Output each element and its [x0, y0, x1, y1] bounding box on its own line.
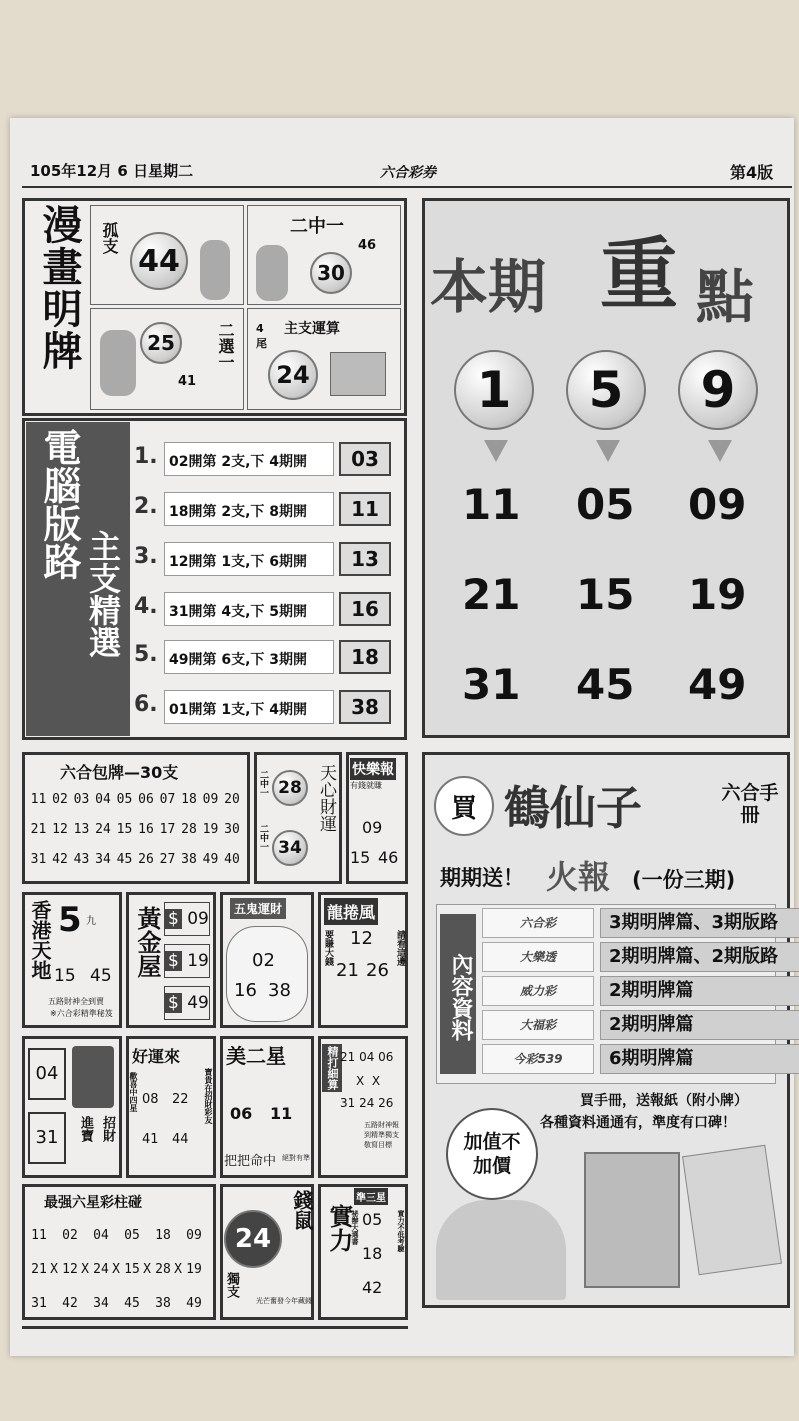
gu-zhi-label: 孤支: [100, 222, 119, 254]
focus-head-9: 9: [678, 350, 758, 430]
focus-head-5: 5: [566, 350, 646, 430]
longjuanfeng-side-a: 要賺大錢: [323, 930, 333, 966]
kuaile-sub: 有錢就賺: [350, 781, 382, 790]
pack30-cell: 09: [202, 792, 219, 807]
pack30-cell: 28: [181, 822, 197, 837]
pack30-cell: 12: [52, 822, 68, 837]
liuxing-cell: 05: [124, 1228, 140, 1243]
lottery-logo: 威力彩: [482, 976, 594, 1006]
xianggang-big: 5: [58, 900, 82, 940]
liuxing-cell: 19: [186, 1262, 202, 1277]
pack30-cell: 34: [95, 852, 111, 867]
liuxing-cell: 42: [62, 1296, 78, 1311]
route-index: 3.: [134, 544, 158, 569]
route-result: 13: [339, 542, 391, 576]
focus-number: 09: [688, 480, 747, 529]
route-index: 2.: [134, 494, 158, 519]
hexianzi-sub-a: 期期送！: [440, 866, 524, 890]
route-row: [134, 590, 396, 630]
liuxing-cell: 12: [62, 1262, 78, 1277]
arrow-down-icon: [708, 440, 732, 462]
er-zhong-yi-label: 二中一: [290, 216, 344, 237]
focus-number: 49: [688, 660, 747, 709]
lottery-logo: 大樂透: [482, 942, 594, 972]
computer-title-b: 主支精選: [84, 530, 122, 658]
pack30-cell: 18: [181, 792, 197, 807]
pack30-cell: 15: [116, 822, 133, 837]
haoyun-side-b: 寶貴在招財彩友: [204, 1068, 213, 1124]
xianggang-note-a: 五路財神全到賣: [48, 997, 104, 1006]
route-result: 11: [339, 492, 391, 526]
lottery-desc: 2期明牌篇、2期版路: [600, 942, 799, 972]
zhu-zhi-number: 24: [268, 350, 318, 400]
kuaile-title: 快樂報: [350, 758, 396, 780]
liuxing-cell: 45: [124, 1296, 140, 1311]
route-row: [134, 688, 396, 728]
huangjin-number: $ 19: [164, 944, 210, 978]
hexianzi-title: 鶴仙子: [504, 781, 642, 835]
longjuanfeng-title: 龍捲風: [324, 898, 378, 925]
pack30-cell: 04: [95, 792, 111, 807]
zhu-zhi-label: 主支運算: [284, 321, 340, 337]
huangjin-title: 黃金屋: [133, 906, 161, 978]
liuxing-cell: 02: [62, 1228, 78, 1243]
haoyun-title: 好運來: [132, 1047, 181, 1066]
hexianzi-promo-a: 買手冊，送報紙（附小牌）: [580, 1093, 748, 1109]
focus-title-c: 點: [696, 263, 755, 331]
pack30-cell: 26: [138, 852, 154, 867]
tianxin-number-b: 34: [272, 830, 308, 866]
liuxing-sep: X: [174, 1262, 182, 1277]
jinbao-number-a: 04: [28, 1048, 66, 1100]
focus-number: 15: [576, 570, 635, 619]
lottery-desc: 2期明牌篇: [600, 1010, 799, 1040]
jingda-note: 五路財神報到精準獨支敬寫目標: [364, 1121, 399, 1149]
route-result: 16: [339, 592, 391, 626]
shili-side-b: 實力不低考驗: [397, 1210, 405, 1252]
fortune-icon: [72, 1046, 114, 1108]
er-xuan-yi-number-a: 25: [140, 322, 182, 364]
pack30-cell: 31: [30, 852, 47, 867]
er-zhong-yi-number-b: 46: [358, 238, 377, 253]
focus-title-b: 重: [600, 230, 679, 320]
route-text: 18開第 2支,下 8期開: [164, 492, 334, 526]
route-result: 03: [339, 442, 391, 476]
route-text: 01開第 1支,下 4期開: [164, 690, 334, 724]
liuxing-cell: 31: [31, 1296, 47, 1311]
pack30-cell: 07: [159, 792, 176, 807]
xianggang-note-b: ※六合彩精準秘笈: [50, 1009, 113, 1018]
route-text: 12開第 1支,下 6期開: [164, 542, 334, 576]
longjuanfeng-side-b: 請看這邊: [395, 930, 405, 966]
computer-title-a: 電腦版路: [37, 428, 81, 580]
liuxing-cell: 28: [155, 1262, 171, 1277]
shili-side-a: 祕辦大選書: [351, 1210, 359, 1245]
route-row: [134, 638, 396, 678]
zhu-zhi-prefix: 4尾: [256, 322, 267, 350]
xianggang-small: 九: [86, 916, 96, 927]
focus-number: 05: [576, 480, 635, 529]
jingda-top: 21 04 06: [340, 1050, 394, 1064]
lottery-desc: 3期明牌篇、3期版路: [600, 908, 799, 938]
route-index: 1.: [134, 444, 158, 469]
shili-number: 42: [362, 1278, 383, 1297]
meierxing-title: 美二星: [226, 1044, 286, 1068]
jinbao-label-a: 進寶: [78, 1116, 93, 1142]
route-index: 5.: [134, 642, 158, 667]
lottery-row: [482, 942, 799, 972]
haoyun-number: 08: [142, 1092, 159, 1107]
hexianzi-sub-c: (一份三期): [632, 868, 736, 892]
jingda-bottom: 31 24 26: [340, 1096, 394, 1110]
lottery-desc: 6期明牌篇: [600, 1044, 799, 1074]
pack30-cell: 17: [159, 822, 176, 837]
jinbao-label-b: 招財: [100, 1116, 115, 1142]
route-row: [134, 440, 396, 480]
gu-zhi-number: 44: [130, 232, 188, 290]
pack30-cell: 20: [224, 792, 240, 807]
huangjin-number: $ 49: [164, 986, 210, 1020]
liuxing-sep: X: [112, 1262, 120, 1277]
route-result: 38: [339, 690, 391, 724]
booklet-image: [584, 1152, 680, 1288]
lottery-logo: 今彩539: [482, 1044, 594, 1074]
pack30-cell: 43: [73, 852, 90, 867]
shili-number: 05: [362, 1210, 383, 1229]
pack30-cell: 40: [224, 852, 240, 867]
shili-title: 實力: [325, 1204, 353, 1252]
jingda-title: 精打細算: [322, 1044, 342, 1092]
route-row: [134, 490, 396, 530]
tianxin-number-a: 28: [272, 770, 308, 806]
pack30-cell: 24: [95, 822, 111, 837]
hexianzi-badge: 加值不加價: [446, 1108, 538, 1200]
edition-label: 第4版: [730, 163, 774, 182]
jingda-mid: X X: [356, 1074, 381, 1088]
pack30-cell: 11: [30, 792, 47, 807]
liuxing-cell: 21: [31, 1262, 47, 1277]
pack30-cell: 30: [224, 822, 240, 837]
pack30-cell: 05: [116, 792, 133, 807]
liuxing-title: 最强六星彩柱碰: [44, 1195, 142, 1211]
liuxing-sep: X: [50, 1262, 58, 1277]
newspaper-image: [682, 1145, 782, 1276]
lottery-row: [482, 1044, 799, 1074]
header-rule: [22, 186, 792, 188]
meierxing-number-b: 11: [270, 1104, 293, 1123]
meierxing-foot-small: 絕對有準: [282, 1154, 310, 1162]
qianshu-note: 光芒奮發今年藏錢: [256, 1297, 312, 1305]
liuxing-cell: 38: [155, 1296, 171, 1311]
focus-number: 45: [576, 660, 635, 709]
xianggang-number-a: 15: [54, 966, 76, 986]
shili-number: 18: [362, 1244, 383, 1263]
liuxing-cell: 49: [186, 1296, 202, 1311]
pack30-title: 六合包牌—30支: [60, 763, 179, 782]
route-row: [134, 540, 396, 580]
pack30-cell: 13: [73, 822, 90, 837]
pack30-cell: 45: [116, 852, 133, 867]
route-result: 18: [339, 640, 391, 674]
issue-date: 105年12月 6 日星期二: [30, 162, 194, 180]
qianshu-title: 錢鼠: [290, 1190, 314, 1230]
pack30-cell: 16: [138, 822, 154, 837]
haoyun-side-a: 歡喜中四星: [129, 1072, 138, 1112]
shili-badge: 準三星: [354, 1188, 388, 1205]
route-index: 4.: [134, 594, 158, 619]
meierxing-number-a: 06: [230, 1104, 253, 1123]
kuaile-number-a: 09: [362, 818, 383, 837]
pack30-cell: 06: [138, 792, 154, 807]
kuaile-number-b: 15: [350, 848, 371, 867]
meierxing-foot: 把把命中: [224, 1154, 277, 1169]
pack30-cell: 49: [202, 852, 219, 867]
hexianzi-buy: 買: [434, 776, 494, 836]
lottery-row: [482, 1010, 799, 1040]
hexianzi-content-label: 內容資料: [440, 914, 476, 1074]
haoyun-number: 22: [172, 1092, 189, 1107]
longjuanfeng-number-b: 21: [336, 960, 359, 981]
focus-number: 11: [462, 480, 521, 529]
jinbao-number-b: 31: [28, 1112, 66, 1164]
hexianzi-promo-b: 各種資料通通有，準度有口碑！: [540, 1115, 736, 1131]
qianshu-foot: 獨支: [224, 1272, 239, 1298]
tianxin-side-b: 二中一: [258, 824, 268, 851]
tianxin-label: 天心財運: [316, 764, 336, 832]
longjuanfeng-number-a: 12: [350, 928, 373, 949]
pack30-cell: 02: [52, 792, 68, 807]
tianxin-side-a: 二中一: [258, 770, 268, 797]
qianshu-number: 24: [224, 1210, 282, 1268]
liuxing-cell: 15: [124, 1262, 140, 1277]
bottom-rule: [22, 1326, 408, 1329]
route-text: 49開第 6支,下 3期開: [164, 640, 334, 674]
wugui-title: 五鬼運財: [230, 898, 286, 919]
haoyun-number: 41: [142, 1132, 159, 1147]
deity-figure: [436, 1200, 566, 1300]
header-logo: 六合彩券: [380, 165, 436, 181]
focus-number: 21: [462, 570, 521, 619]
pack30-cell: 19: [202, 822, 219, 837]
kuaile-number-c: 46: [378, 848, 399, 867]
wugui-cloud: [226, 926, 308, 1022]
route-text: 31開第 4支,下 5期開: [164, 592, 334, 626]
wugui-number-a: 02: [252, 950, 275, 971]
liuxing-sep: X: [81, 1262, 89, 1277]
liuxing-sep: X: [143, 1262, 151, 1277]
pack30-cell: 38: [181, 852, 197, 867]
wugui-number-c: 38: [268, 980, 291, 1001]
huangjin-number: $ 09: [164, 902, 210, 936]
pack30-cell: 03: [73, 792, 90, 807]
liuxing-cell: 04: [93, 1228, 109, 1243]
cartoon-figure: [100, 330, 136, 396]
pack30-cell: 27: [159, 852, 176, 867]
focus-title-a: 本期: [430, 253, 547, 321]
route-text: 02開第 2支,下 4期開: [164, 442, 334, 476]
pack30-cell: 42: [52, 852, 68, 867]
manhua-title: 漫畫明牌: [36, 204, 82, 372]
focus-number: 31: [462, 660, 521, 709]
lottery-row: [482, 976, 799, 1006]
route-index: 6.: [134, 692, 158, 717]
focus-head-1: 1: [454, 350, 534, 430]
pack30-cell: 21: [30, 822, 47, 837]
hexianzi-sub-b: 火報: [546, 858, 611, 896]
liuxing-cell: 34: [93, 1296, 109, 1311]
liuxing-cell: 18: [155, 1228, 171, 1243]
er-xuan-yi-number-b: 41: [178, 374, 197, 389]
haoyun-number: 44: [172, 1132, 189, 1147]
er-zhong-yi-number-a: 30: [310, 252, 352, 294]
er-xuan-yi-label: 二選一: [216, 322, 235, 370]
xianggang-title: 香港天地: [28, 900, 52, 980]
liuxing-cell: 11: [31, 1228, 47, 1243]
lottery-logo: 六合彩: [482, 908, 594, 938]
cartoon-figure: [256, 245, 288, 301]
computer-icon: [330, 352, 386, 396]
arrow-down-icon: [596, 440, 620, 462]
wugui-number-b: 16: [234, 980, 257, 1001]
liuxing-cell: 09: [186, 1228, 202, 1243]
lottery-desc: 2期明牌篇: [600, 976, 799, 1006]
arrow-down-icon: [484, 440, 508, 462]
lottery-logo: 大福彩: [482, 1010, 594, 1040]
longjuanfeng-number-c: 26: [366, 960, 389, 981]
focus-number: 19: [688, 570, 747, 619]
liuxing-cell: 24: [93, 1262, 109, 1277]
hexianzi-side: 六合手冊: [721, 782, 779, 826]
lottery-row: [482, 908, 799, 938]
xianggang-number-b: 45: [90, 966, 112, 986]
cartoon-figure: [200, 240, 230, 300]
